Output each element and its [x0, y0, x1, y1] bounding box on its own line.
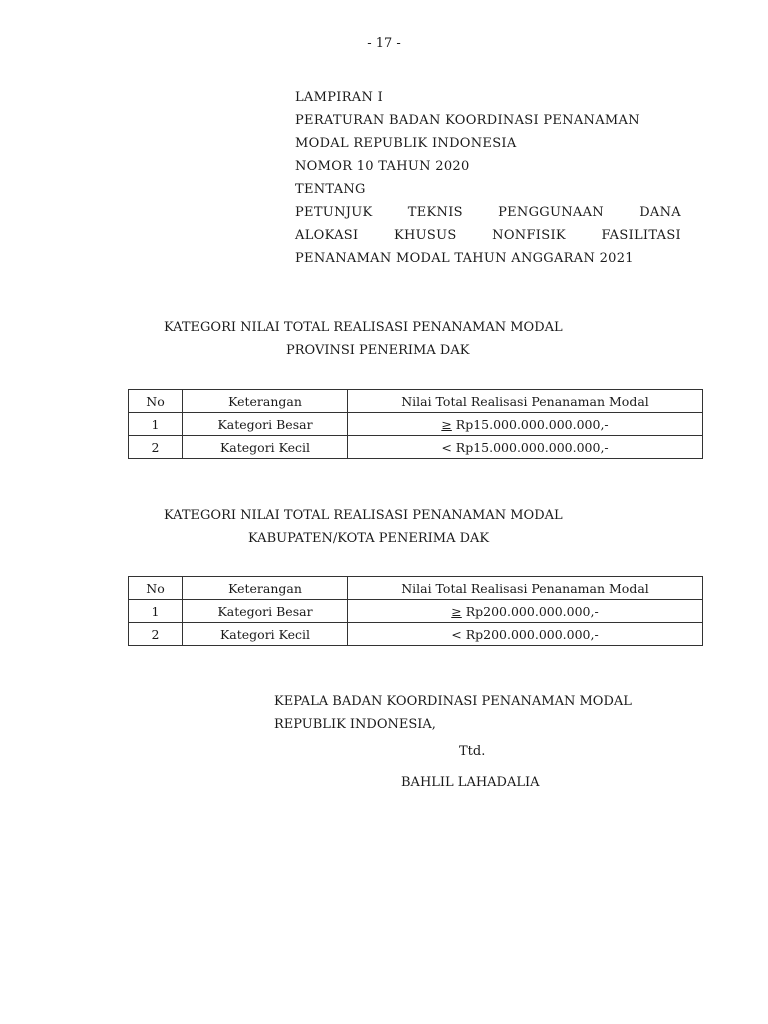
- section2-title-line1: KATEGORI NILAI TOTAL REALISASI PENANAMAN MODAL: [164, 508, 563, 523]
- word: TEKNIS: [407, 205, 463, 220]
- section2-title-line2: KABUPATEN/KOTA PENERIMA DAK: [248, 531, 490, 546]
- cell-no: 1: [129, 600, 183, 623]
- signature-title-line2: REPUBLIK INDONESIA,: [274, 717, 436, 732]
- cell-keterangan: Kategori Kecil: [183, 623, 348, 646]
- lampiran-justified-line: [295, 224, 681, 247]
- word: ALOKASI: [295, 228, 359, 243]
- lampiran-line: PENANAMAN MODAL TAHUN ANGGARAN 2021: [295, 251, 634, 266]
- value: Rp15.000.000.000.000,-: [451, 416, 609, 432]
- lampiran-header: [295, 86, 681, 270]
- operator: <: [451, 626, 462, 642]
- operator: <: [441, 439, 452, 455]
- word: KHUSUS: [394, 228, 457, 243]
- cell-keterangan: Kategori Besar: [183, 413, 348, 436]
- signature-title-line1: KEPALA BADAN KOORDINASI PENANAMAN MODAL: [274, 694, 632, 709]
- lampiran-line: TENTANG: [295, 182, 366, 197]
- header-no: No: [129, 577, 183, 600]
- header-nilai: Nilai Total Realisasi Penanaman Modal: [348, 390, 703, 413]
- value: Rp200.000.000.000,-: [461, 626, 599, 642]
- lampiran-line: LAMPIRAN I: [295, 90, 384, 105]
- signatory-name: BAHLIL LAHADALIA: [401, 775, 540, 790]
- section1-title-line1: KATEGORI NILAI TOTAL REALISASI PENANAMAN MODAL: [164, 320, 563, 335]
- table-row: [129, 436, 703, 459]
- table-header-row: [129, 390, 703, 413]
- word: FASILITASI: [601, 228, 681, 243]
- table-header-row: [129, 577, 703, 600]
- table-row: [129, 623, 703, 646]
- word: PETUNJUK: [295, 205, 373, 220]
- lampiran-line: PERATURAN BADAN KOORDINASI PENANAMAN: [295, 113, 640, 128]
- lampiran-line: MODAL REPUBLIK INDONESIA: [295, 136, 517, 151]
- word: NONFISIK: [492, 228, 566, 243]
- header-no: No: [129, 390, 183, 413]
- page-number: - 17 -: [367, 36, 401, 51]
- cell-nilai: [348, 600, 703, 623]
- table-row: [129, 600, 703, 623]
- table-row: [129, 413, 703, 436]
- value: Rp200.000.000.000,-: [461, 603, 599, 619]
- operator: ≥: [451, 603, 462, 619]
- cell-keterangan: Kategori Besar: [183, 600, 348, 623]
- cell-keterangan: Kategori Kecil: [183, 436, 348, 459]
- header-keterangan: Keterangan: [183, 577, 348, 600]
- cell-nilai: [348, 623, 703, 646]
- kabupaten-kota-table: [128, 576, 703, 646]
- header-keterangan: Keterangan: [183, 390, 348, 413]
- value: Rp15.000.000.000.000,-: [451, 439, 609, 455]
- cell-no: 1: [129, 413, 183, 436]
- lampiran-line: NOMOR 10 TAHUN 2020: [295, 159, 470, 174]
- word: PENGGUNAAN: [498, 205, 604, 220]
- provinsi-table: [128, 389, 703, 459]
- cell-no: 2: [129, 623, 183, 646]
- cell-nilai: [348, 436, 703, 459]
- signature-title: [274, 690, 632, 736]
- signature-ttd: Ttd.: [459, 744, 486, 759]
- operator: ≥: [441, 416, 452, 432]
- cell-no: 2: [129, 436, 183, 459]
- header-nilai: Nilai Total Realisasi Penanaman Modal: [348, 577, 703, 600]
- lampiran-justified-line: [295, 201, 681, 224]
- cell-nilai: [348, 413, 703, 436]
- word: DANA: [639, 205, 681, 220]
- section1-title-line2: PROVINSI PENERIMA DAK: [286, 343, 470, 358]
